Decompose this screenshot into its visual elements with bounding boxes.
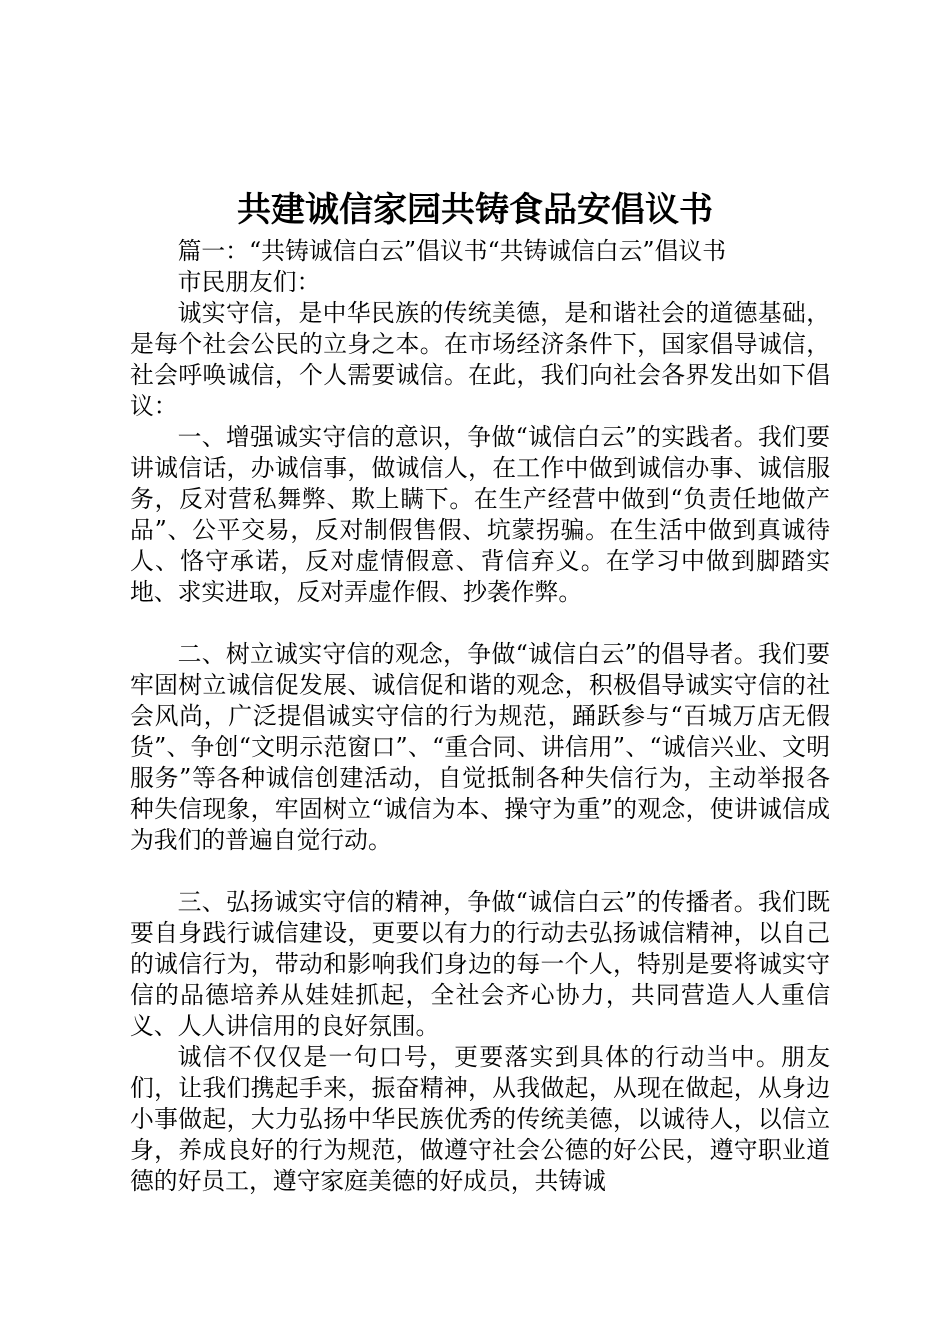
paragraph-closing: 诚信不仅仅是一句口号，更要落实到具体的行动当中。朋友们，让我们携起手来，振奋精神，从我做起，从现在做起，从身边小事做起，大力弘扬中华民族优秀的传统美德，以诚待人，以信立身，养成良好的行为规范，做遵守社会公德的好公民，遵守职业道德的好员工，遵守家庭美德的好成员，共铸诚	[130, 1043, 830, 1195]
paragraph-point-one: 一、增强诚实守信的意识，争做“诚信白云”的实践者。我们要讲诚信话，办诚信事，做诚信人，在工作中做到诚信办事、诚信服务，反对营私舞弊、欺上瞒下。在生产经营中做到“负责任地做产品”、公平交易，反对制假售假、坑蒙拐骗。在生活中做到真诚待人、恪守承诺，反对虚情假意、背信弃义。在学习中做到脚踏实地、求实进取，反对弄虚作假、抄袭作弊。	[130, 423, 830, 606]
document-body	[130, 236, 830, 1197]
paragraph-point-three: 三、弘扬诚实守信的精神，争做“诚信白云”的传播者。我们既要自身践行诚信建设，更要以有力的行动去弘扬诚信精神，以自己的诚信行为，带动和影响我们身边的每一个人，特别是要将诚实守信的品德培养从娃娃抓起，全社会齐心协力，共同营造人人重信义、人人讲信用的良好氛围。	[130, 888, 830, 1040]
document-title: 共建诚信家园共铸食品安倡议书	[237, 190, 713, 230]
paragraph-intro: 诚实守信，是中华民族的传统美德，是和谐社会的道德基础，是每个社会公民的立身之本。在市场经济条件下，国家倡导诚信，社会呼唤诚信，个人需要诚信。在此，我们向社会各界发出如下倡议：	[130, 299, 830, 420]
paragraph-subtitle: 篇一：“共铸诚信白云”倡议书“共铸诚信白云”倡议书	[177, 237, 726, 265]
paragraph-point-two: 二、树立诚实守信的观念，争做“诚信白云”的倡导者。我们要牢固树立诚信促发展、诚信促和谐的观念，积极倡导诚实守信的社会风尚，广泛提倡诚实守信的行为规范，踊跃参与“百城万店无假货”、争创“文明示范窗口”、“重合同、讲信用”、“诚信兴业、文明服务”等各种诚信创建活动，自觉抵制各种失信行为，主动举报各种失信现象，牢固树立“诚信为本、操守为重”的观念，使讲诚信成为我们的普遍自觉行动。	[130, 640, 830, 854]
paragraph-salutation: 市民朋友们：	[177, 268, 321, 296]
